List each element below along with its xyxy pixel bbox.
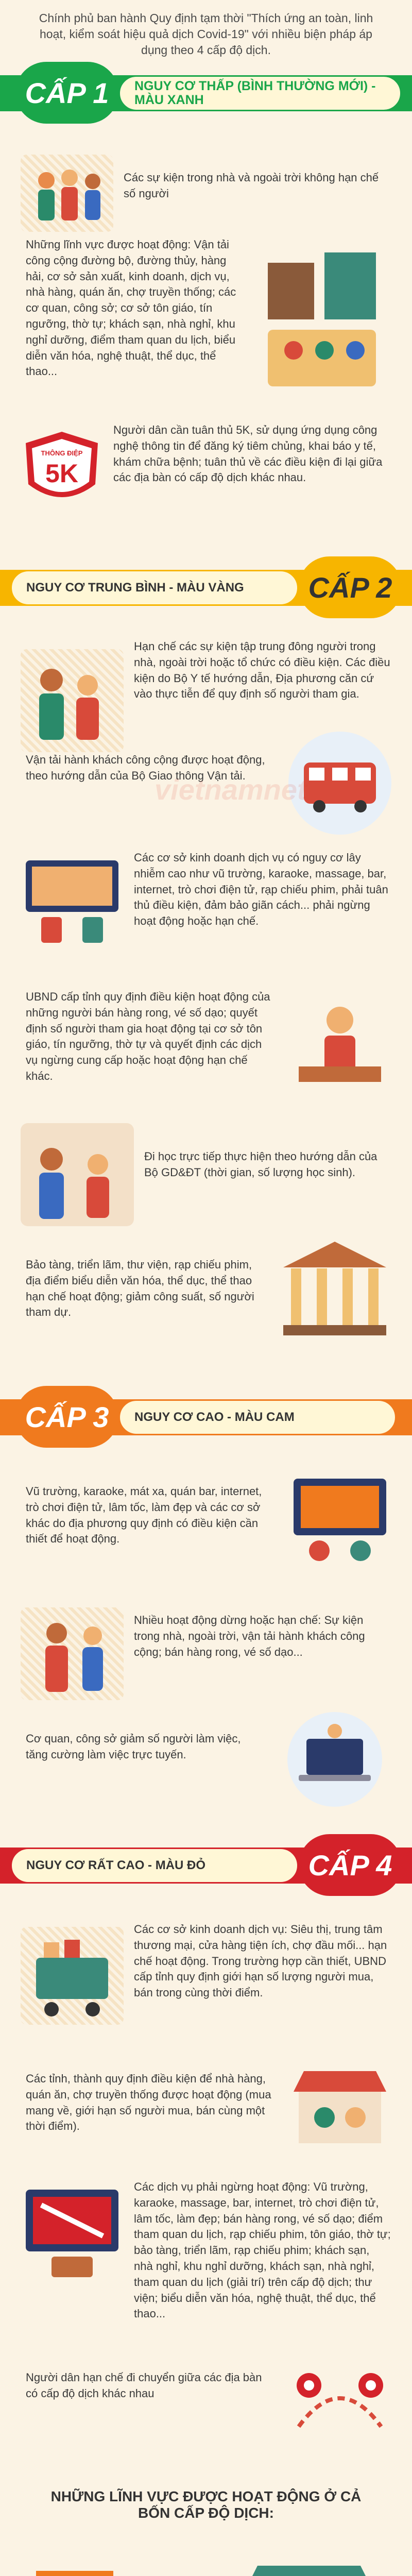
level2-item6: Bảo tàng, triển lãm, thư viện, rạp chiếu phim, địa điểm biểu diễn văn hóa, thể dục, thể thao hạn chế hoạt động; giảm công suất, số người tham dự.	[26, 1258, 254, 1319]
level2-title: NGUY CƠ TRUNG BÌNH - MÀU VÀNG	[10, 570, 299, 606]
level4-item1: Các cơ sở kinh doanh dịch vụ: Siêu thị, trung tâm thương mại, cửa hàng tiện ích, chợ đầu mối... hạn chế hoạt động. Trong trường hợp cần thiết, UBND cấp tỉnh quy định giới hạn số lượng người mua, bán trong cùng thời điểm.	[134, 1923, 387, 1999]
museum-icon	[278, 1236, 391, 1340]
people-icon	[21, 155, 113, 232]
laptop-icon	[278, 1710, 391, 1808]
transport-illustration	[21, 1607, 124, 1700]
restaurant-illustration	[242, 2555, 376, 2576]
travel-illustration	[288, 2349, 391, 2442]
city-icon	[258, 242, 391, 397]
supermarket-illustration	[21, 1927, 124, 2025]
students-icon	[21, 1123, 134, 1226]
level2-item4: UBND cấp tỉnh quy định điều kiện hoạt động của những người bán hàng rong, vé số dạo; quyết định số người tham gia hoạt động tại cơ sở tôn giáo, tín ngưỡng, thờ tự và quyết định các dịch vụ ngừng cung cấp hoặc hoạt động hạn chế khác.	[26, 990, 270, 1082]
family-icon	[21, 649, 124, 752]
level2-item1: Hạn chế các sự kiện tập trung đông người trong nhà, ngoài trời hoặc tổ chức có điều kiện. Các điều kiện do Bộ Y tế hướng dẫn, Địa phương căn cứ vào thực tiễn để quy định số người tham gia.	[134, 640, 390, 701]
vendor-illustration	[288, 989, 391, 1092]
badge-5k	[21, 428, 103, 510]
level2-item5: Đi học trực tiếp thực hiện theo hướng dẫn của Bộ GD&ĐT (thời gian, số lượng học sinh).	[144, 1150, 377, 1179]
level1-item3: Người dân cần tuân thủ 5K, sử dụng ứng dụng công nghệ thông tin để đăng ký tiêm chủng, khai báo y tế, khám chữa bệnh; tuân thủ về các điều kiện đi lại giữa các địa bàn có cấp độ dịch khác nhau.	[113, 423, 383, 484]
common-title: NHỮNG LĨNH VỰC ĐƯỢC HOẠT ĐỘNG Ở CẢ BỐN CẤP ĐỘ DỊCH:	[50, 2488, 362, 2521]
stall-icon	[288, 2061, 391, 2164]
level2-badge: CẤP 2	[299, 556, 402, 618]
level1-title: NGUY CƠ THẤP (BÌNH THƯỜNG MỚI) - MÀU XANH	[118, 75, 402, 111]
bar-illustration	[288, 1473, 391, 1566]
map-pin-icon	[288, 2349, 391, 2442]
level1-badge: CẤP 1	[15, 62, 118, 124]
level4-badge: CẤP 4	[299, 1834, 402, 1896]
closed-services-illustration	[21, 2184, 124, 2282]
watermark: vietnamnet	[154, 773, 307, 806]
level4-item4: Người dân hạn chế đi chuyển giữa các địa bàn có cấp độ dịch khác nhau	[26, 2371, 262, 2400]
level3-item2: Nhiều hoạt động dừng hoặc hạn chế: Sự kiện trong nhà, ngoài trời, vận tải hành khách công cộng; bán hàng rong, vé số dạo...	[134, 1614, 365, 1658]
level1-item2: Những lĩnh vực được hoạt động: Vận tải công cộng đường bộ, đường thủy, hàng hải, cơ sở sản xuất, kinh doanh, dịch vụ, nhà hàng, quán ăn, chợ truyền thống; các cơ quan, công sở; cơ sở tôn giáo, tín ngưỡng, thờ tự; khách sạn, nhà nghỉ, khu nghỉ dưỡng, điểm tham quan du lịch, biểu diễn văn hóa, nghệ thuật, thể dục, thể thao...	[26, 238, 236, 378]
intro-text: Chính phủ ban hành Quy định tạm thời "Thích ứng an toàn, linh hoạt, kiểm soát hiệu quả dịch Covid-19" với nhiều biện pháp áp dụng theo 4 cấp độ dịch.	[39, 11, 373, 57]
level4-item2: Các tỉnh, thành quy định điều kiện để nhà hàng, quán ăn, chợ truyền thống được hoạt động (mua mang về, giới hạn số người mua, bán cùng một thời điểm).	[26, 2072, 271, 2133]
walkers-icon	[21, 1607, 124, 1700]
shop-icon	[242, 2555, 376, 2576]
level1-banner	[0, 62, 412, 124]
cart-icon	[21, 1927, 124, 2025]
office-illustration	[278, 1710, 391, 1808]
truck-illustration	[31, 2550, 154, 2576]
level3-item3: Cơ quan, công sở giảm số người làm việc, tăng cường làm việc trực tuyến.	[26, 1732, 241, 1761]
level3-item1: Vũ trường, karaoke, mát xa, quán bar, internet, trò chơi điện tử, lâm tốc, làm đẹp và các cơ sở khác do địa phương quy định có điều kiện cần thiết để hoạt động.	[26, 1485, 262, 1546]
level2-item2: Vận tải hành khách công cộng được hoạt động, theo hướng dẫn của Bộ Giao thông Vận tải.	[26, 753, 265, 782]
bar-icon	[288, 1473, 391, 1566]
badge5k-top: THÔNG ĐIỆP	[41, 449, 83, 457]
level4-banner	[0, 1834, 412, 1896]
truck-icon	[31, 2550, 154, 2576]
level3-badge: CẤP 3	[15, 1386, 118, 1448]
karaoke-icon	[21, 855, 124, 948]
vendor-icon	[288, 989, 391, 1092]
market-illustration	[288, 2061, 391, 2164]
museum-illustration	[278, 1236, 391, 1340]
level4-title: NGUY CƠ RẤT CAO - MÀU ĐỎ	[10, 1848, 299, 1884]
event-illustration	[21, 649, 124, 752]
level4-item3: Các dịch vụ phải ngừng hoạt động: Vũ trường, karaoke, massage, bar, internet, trò chơi điện tử, lâm tốc, làm đẹp; bán hàng rong, vé số dạo; điểm tham quan du lịch, rạp chiếu phim, tôn giáo, thờ tự; bảo tàng, triển lãm, rạp chiếu phim; khách sạn, nhà nghỉ, khu nghỉ dưỡng, khách sạn, nhà nghỉ, tham quan du lịch (giải trí) trên cấp độ dịch; thư viện; biểu diễn văn hóa, nghệ thuật, thể dục, thể thao...	[134, 2180, 391, 2320]
karaoke-illustration	[21, 855, 124, 948]
badge5k-text: 5K	[45, 459, 78, 488]
level2-banner	[0, 556, 412, 618]
school-illustration	[21, 1123, 134, 1226]
level2-item3: Các cơ sở kinh doanh dịch vụ có nguy cơ lây nhiễm cao như vũ trường, karaoke, massage, bar, internet, trò chơi điện tử, rạp chiếu phim, phải tuân thủ điều kiện, đảm bảo giãn cách... phải ngừng hoạt động hoặc hạn chế.	[134, 851, 388, 928]
level3-banner	[0, 1386, 412, 1448]
closed-icon	[21, 2184, 124, 2282]
crowd-illustration	[21, 155, 113, 232]
level1-item1: Các sự kiện trong nhà và ngoài trời không hạn chế số người	[124, 171, 379, 200]
services-illustration	[258, 242, 391, 397]
level3-title: NGUY CƠ CAO - MÀU CAM	[118, 1399, 397, 1435]
